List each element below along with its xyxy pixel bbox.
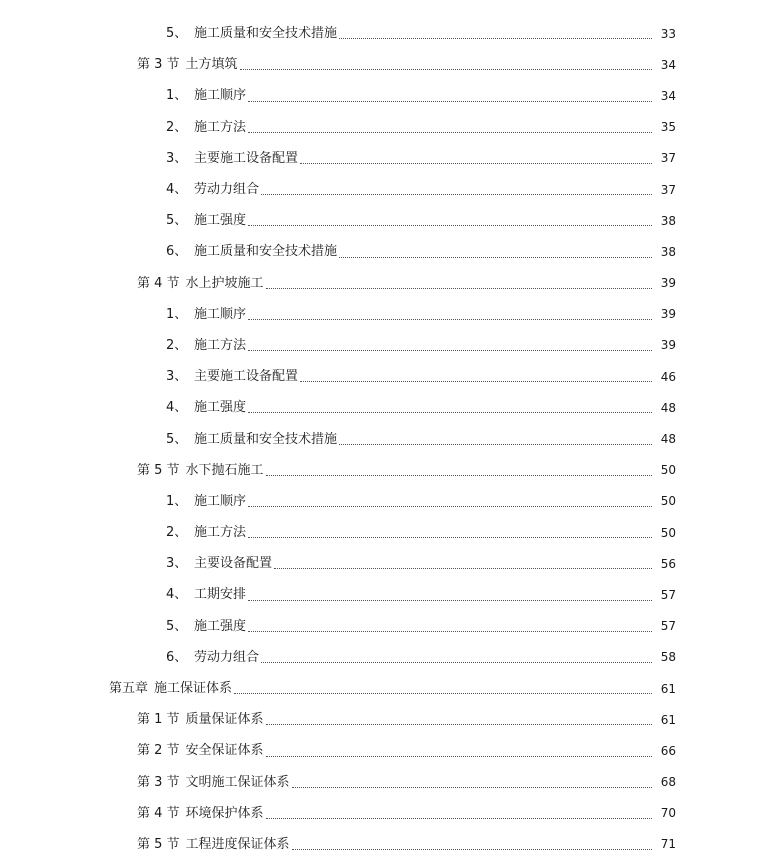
toc-entry-title: 施工强度 bbox=[194, 618, 247, 634]
toc-entry-number: 4、 bbox=[166, 400, 188, 416]
toc-entry-title: 主要施工设备配置 bbox=[194, 150, 299, 166]
toc-entry-page-number: 48 bbox=[660, 400, 676, 415]
toc-entry-title: 工期安排 bbox=[194, 587, 247, 603]
toc-entry-page-number: 50 bbox=[660, 525, 676, 540]
toc-entry[interactable] bbox=[0, 143, 779, 174]
toc-entry-page-number: 37 bbox=[660, 182, 676, 197]
toc-entry-page-number: 34 bbox=[660, 88, 676, 103]
dot-leader bbox=[248, 224, 652, 226]
toc-entry-number: 第 5 节 bbox=[137, 462, 180, 478]
dot-leader bbox=[248, 599, 652, 601]
toc-entry-title: 劳动力组合 bbox=[194, 182, 260, 198]
dot-leader bbox=[266, 817, 652, 819]
toc-entry-page-number: 57 bbox=[660, 587, 676, 602]
dot-leader bbox=[248, 630, 652, 632]
dot-leader bbox=[261, 661, 652, 663]
dot-leader bbox=[339, 37, 652, 39]
toc-entry-title: 施工顺序 bbox=[194, 493, 247, 509]
dot-leader bbox=[300, 162, 652, 164]
toc-entry-number: 第 1 节 bbox=[137, 712, 180, 728]
toc-entry[interactable] bbox=[0, 392, 779, 423]
toc-entry-title: 环境保护体系 bbox=[185, 805, 264, 821]
toc-entry[interactable] bbox=[0, 829, 779, 860]
toc-entry[interactable] bbox=[0, 205, 779, 236]
toc-entry-title: 劳动力组合 bbox=[194, 649, 260, 665]
dot-leader bbox=[266, 723, 652, 725]
dot-leader bbox=[248, 100, 652, 102]
dot-leader bbox=[261, 193, 652, 195]
dot-leader bbox=[266, 755, 652, 757]
toc-entry-title: 施工质量和安全技术措施 bbox=[194, 431, 338, 447]
toc-entry-title: 工程进度保证体系 bbox=[185, 836, 290, 852]
toc-entry-title: 施工顺序 bbox=[194, 88, 247, 104]
toc-entry-number: 5、 bbox=[166, 618, 188, 634]
dot-leader bbox=[248, 349, 652, 351]
toc-entry-title: 水上护坡施工 bbox=[185, 275, 264, 291]
toc-entry[interactable] bbox=[0, 268, 779, 299]
toc-entry[interactable] bbox=[0, 735, 779, 766]
toc-entry-title: 主要设备配置 bbox=[194, 556, 273, 572]
toc-entry-number: 第 3 节 bbox=[137, 57, 180, 73]
toc-entry[interactable] bbox=[0, 486, 779, 517]
toc-entry-page-number: 37 bbox=[660, 151, 676, 166]
toc-entry[interactable] bbox=[0, 579, 779, 610]
toc-entry-number: 1、 bbox=[166, 306, 188, 322]
toc-entry-number: 1、 bbox=[166, 88, 188, 104]
toc-entry[interactable] bbox=[0, 330, 779, 361]
dot-leader bbox=[300, 380, 652, 382]
toc-entry-number: 4、 bbox=[166, 182, 188, 198]
toc-entry[interactable] bbox=[0, 299, 779, 330]
toc-entry[interactable] bbox=[0, 455, 779, 486]
toc-entry-title: 施工方法 bbox=[194, 119, 247, 135]
toc-entry[interactable] bbox=[0, 673, 779, 704]
dot-leader bbox=[234, 692, 652, 694]
toc-entry-page-number: 35 bbox=[660, 120, 676, 135]
toc-entry[interactable] bbox=[0, 548, 779, 579]
toc-entry-number: 第 4 节 bbox=[137, 805, 180, 821]
toc-entry-page-number: 39 bbox=[660, 338, 676, 353]
toc-entry[interactable] bbox=[0, 49, 779, 80]
toc-entry[interactable] bbox=[0, 423, 779, 454]
toc-entry-number: 2、 bbox=[166, 119, 188, 135]
toc-entry-page-number: 71 bbox=[660, 837, 676, 852]
toc-entry-title: 施工质量和安全技术措施 bbox=[194, 244, 338, 260]
toc-entry[interactable] bbox=[0, 798, 779, 829]
toc-entry-title: 施工保证体系 bbox=[154, 681, 233, 697]
dot-leader bbox=[292, 786, 652, 788]
toc-entry-page-number: 57 bbox=[660, 619, 676, 634]
toc-entry-page-number: 70 bbox=[660, 806, 676, 821]
toc-entry-page-number: 50 bbox=[660, 463, 676, 478]
toc-entry-page-number: 38 bbox=[660, 244, 676, 259]
toc-entry-page-number: 50 bbox=[660, 494, 676, 509]
toc-entry-number: 4、 bbox=[166, 587, 188, 603]
toc-entry-page-number: 38 bbox=[660, 213, 676, 228]
toc-entry-number: 第 3 节 bbox=[137, 774, 180, 790]
toc-entry-page-number: 39 bbox=[660, 307, 676, 322]
toc-entry-title: 质量保证体系 bbox=[185, 712, 264, 728]
dot-leader bbox=[248, 536, 652, 538]
toc-entry-page-number: 61 bbox=[660, 712, 676, 727]
toc-entry-number: 第 5 节 bbox=[137, 836, 180, 852]
toc-entry-title: 施工顺序 bbox=[194, 306, 247, 322]
toc-entry-title: 文明施工保证体系 bbox=[185, 774, 290, 790]
toc-entry-page-number: 56 bbox=[660, 556, 676, 571]
toc-entry-page-number: 33 bbox=[660, 26, 676, 41]
toc-entry-page-number: 58 bbox=[660, 650, 676, 665]
dot-leader bbox=[274, 567, 652, 569]
toc-entry-title: 施工方法 bbox=[194, 525, 247, 541]
dot-leader bbox=[248, 131, 652, 133]
dot-leader bbox=[240, 68, 652, 70]
toc-entry-page-number: 66 bbox=[660, 743, 676, 758]
toc-entry-number: 5、 bbox=[166, 213, 188, 229]
toc-entry-title: 施工方法 bbox=[194, 337, 247, 353]
dot-leader bbox=[266, 287, 652, 289]
dot-leader bbox=[248, 318, 652, 320]
toc-entry-title: 土方填筑 bbox=[185, 57, 238, 73]
toc-entry-number: 第 2 节 bbox=[137, 743, 180, 759]
toc-entry-title: 施工质量和安全技术措施 bbox=[194, 26, 338, 42]
toc-entry[interactable] bbox=[0, 112, 779, 143]
toc-entry[interactable] bbox=[0, 236, 779, 267]
toc-entry[interactable] bbox=[0, 174, 779, 205]
toc-entry-number: 3、 bbox=[166, 369, 188, 385]
toc-entry[interactable] bbox=[0, 767, 779, 798]
toc-entry[interactable] bbox=[0, 642, 779, 673]
toc-entry-title: 施工强度 bbox=[194, 400, 247, 416]
dot-leader bbox=[248, 505, 652, 507]
toc-entry[interactable] bbox=[0, 704, 779, 735]
toc-entry-number: 5、 bbox=[166, 26, 188, 42]
toc-entry-number: 2、 bbox=[166, 337, 188, 353]
toc-entry-number: 2、 bbox=[166, 525, 188, 541]
toc-entry-page-number: 39 bbox=[660, 276, 676, 291]
toc-entry-title: 安全保证体系 bbox=[185, 743, 264, 759]
toc-entry-number: 第 4 节 bbox=[137, 275, 180, 291]
toc-entry-number: 第五章 bbox=[109, 681, 149, 697]
toc-entry-number: 1、 bbox=[166, 493, 188, 509]
toc-entry-page-number: 46 bbox=[660, 369, 676, 384]
toc-entry-title: 施工强度 bbox=[194, 213, 247, 229]
dot-leader bbox=[248, 411, 652, 413]
toc-entry-number: 5、 bbox=[166, 431, 188, 447]
toc-entry-page-number: 61 bbox=[660, 681, 676, 696]
table-of-contents bbox=[0, 18, 779, 860]
toc-entry-title: 水下抛石施工 bbox=[185, 462, 264, 478]
toc-entry[interactable] bbox=[0, 80, 779, 111]
toc-entry-number: 6、 bbox=[166, 649, 188, 665]
toc-entry-number: 3、 bbox=[166, 150, 188, 166]
toc-entry[interactable] bbox=[0, 18, 779, 49]
dot-leader bbox=[266, 474, 652, 476]
toc-entry-page-number: 34 bbox=[660, 57, 676, 72]
toc-entry-page-number: 68 bbox=[660, 775, 676, 790]
toc-entry-page-number: 48 bbox=[660, 432, 676, 447]
dot-leader bbox=[339, 256, 652, 258]
toc-entry[interactable] bbox=[0, 517, 779, 548]
toc-entry-number: 6、 bbox=[166, 244, 188, 260]
dot-leader bbox=[292, 848, 652, 850]
toc-entry[interactable] bbox=[0, 361, 779, 392]
toc-entry-title: 主要施工设备配置 bbox=[194, 369, 299, 385]
toc-entry-number: 3、 bbox=[166, 556, 188, 572]
dot-leader bbox=[339, 443, 652, 445]
toc-entry[interactable] bbox=[0, 611, 779, 642]
